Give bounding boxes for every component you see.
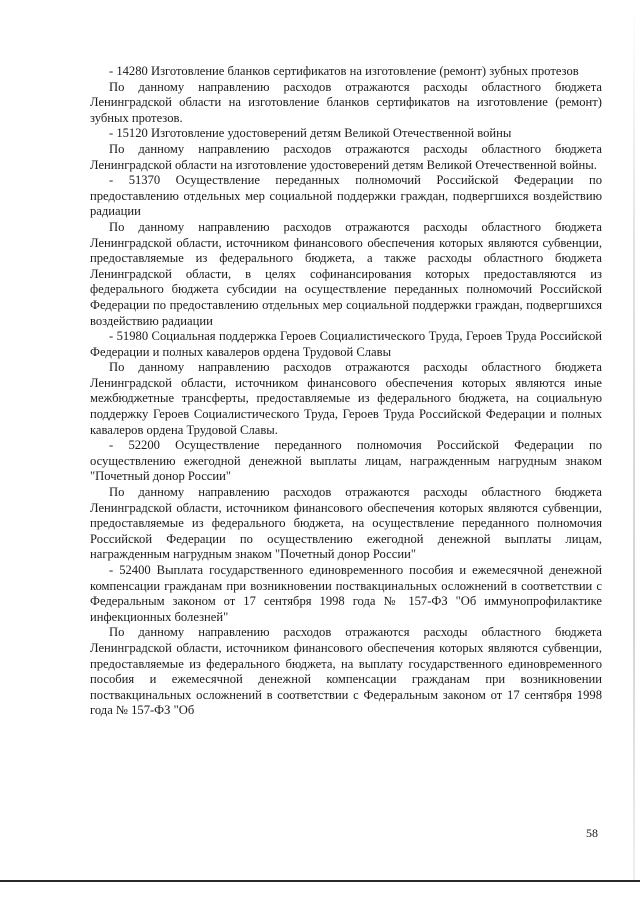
paragraph: - 51370 Осуществление переданных полномочий Российской Федерации по предоставлению отдельных мер социальной поддержки граждан, подвергшихся воздействию радиации: [90, 173, 602, 219]
bottom-scan-border: [0, 880, 640, 882]
paragraph: - 52200 Осуществление переданного полномочия Российской Федерации по осуществлению ежегодной денежной выплаты лицам, награжденным нагрудным знаком "Почетный донор России": [90, 438, 602, 484]
paragraph: - 14280 Изготовление бланков сертификатов на изготовление (ремонт) зубных протезов: [109, 64, 579, 78]
paragraph: - 15120 Изготовление удостоверений детям Великой Отечественной войны: [109, 126, 512, 141]
paragraph: По данному направлению расходов отражаются расходы областного бюджета Ленинградской области, источником финансового обеспечения которых являются субвенции, предоставляемые из федерального бюджета, а также расходы областного бюджета Ленинградской области, в целях софинансирования которых предоставляются из федерального бюджета субсидии на осуществление переданных полномочий Российской Федерации по предоставлению отдельных мер социальной поддержки граждан, подвергшихся воздействию радиации: [90, 219, 602, 328]
paragraph: По данному направлению расходов отражаются расходы областного бюджета Ленинградской области на изготовление удостоверений детям Великой Отечественной войны.: [90, 141, 602, 172]
document-body: [90, 64, 602, 719]
paragraph: - 51980 Социальная поддержка Героев Социалистического Труда, Героев Труда Российской Федерации и полных кавалеров ордена Трудовой Славы: [90, 329, 602, 359]
paragraph: По данному направлению расходов отражаются расходы областного бюджета Ленинградской области, источником финансового обеспечения которых являются субвенции, предоставляемые из федерального бюджета, на осуществление переданного полномочия Российской Федерации по осуществлению ежегодной денежной выплаты лицам, награжденным нагрудным знаком "Почетный донор России": [90, 485, 602, 562]
paragraph: По данному направлению расходов отражаются расходы областного бюджета Ленинградской области, источником финансового обеспечения которых являются субвенции, предоставляемые из федерального бюджета, на выплату государственного единовременного пособия и ежемесячной денежной компенсации гражданам при возникновении поствакцинальных осложнений в соответствии с Федеральным законом от 17 сентября 1998 года № 157-ФЗ "Об: [90, 625, 602, 718]
paragraph: - 52400 Выплата государственного единовременного пособия и ежемесячной денежной компенсации гражданам при возникновении поствакцинальных осложнений в соответствии с Федеральным законом от 17 сентября 1998 года № 157-ФЗ "Об иммунопрофилактике инфекционных болезней": [90, 563, 602, 624]
scan-edge-shadow: [633, 0, 635, 880]
paragraph: По данному направлению расходов отражаются расходы областного бюджета Ленинградской области, источником финансового обеспечения которых являются иные межбюджетные трансферты, предоставляемые из федерального бюджета, на социальную поддержку Героев Социалистического Труда, Героев Труда Российской Федерации и полных кавалеров ордена Трудовой Славы.: [90, 360, 602, 437]
page-number: 58: [586, 826, 598, 840]
paragraph: По данному направлению расходов отражаются расходы областного бюджета Ленинградской области на изготовление бланков сертификатов на изготовление (ремонт) зубных протезов.: [90, 79, 602, 125]
